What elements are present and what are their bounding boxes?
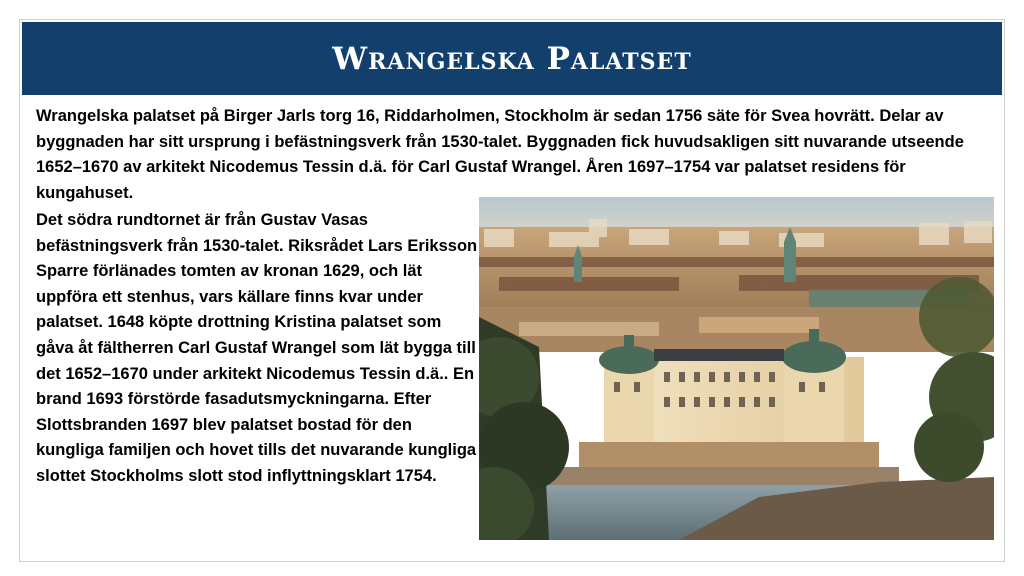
intro-paragraph: Wrangelska palatset på Birger Jarls torg 16, Riddarholmen, Stockholm är sedan 1756 säte för Svea hovrätt. Delar av byggnaden har sitt ursprung i befästningsverk från 1530-talet. Byggnaden fick huvudsakligen sitt nuvarande utseende 1652–1670 av arkitekt Nicodemus Tessin d.ä. för Carl Gustaf Wrangel. Åren 1697–1754 var palatset residens för kungahuset. <box>36 107 964 202</box>
wrangel-palace-photo <box>479 197 994 540</box>
title-bar <box>22 22 1002 95</box>
history-paragraph: Det södra rundtornet är från Gustav Vasas befästningsverk från 1530-talet. Riksrådet Lars Eriksson Sparre förlänades tomten av kronan 1629, och lät uppföra ett stenhus, vars källare finns kvar under palatset. 1648 köpte drottning Kristina palatset som gåva åt fältherren Carl Gustaf Wrangel som lät bygga till det 1652–1670 under arkitekt Nicodemus Tessin d.ä.. En brand 1693 förstörde fasadutsmyckningarna. Efter Slottsbranden 1697 blev palatset bostad för den kungliga familjen och hovet tills det nuvarande kungliga slottet Stockholms slott stod inflyttningsklart 1754. <box>36 211 478 485</box>
slide <box>19 19 1005 562</box>
slide-title: Wrangelska Palatset <box>332 40 692 77</box>
